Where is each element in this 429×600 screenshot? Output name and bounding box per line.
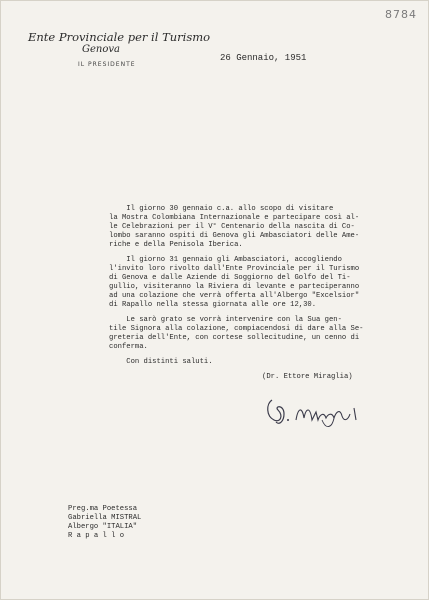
- letter-body: [109, 205, 399, 373]
- letterhead: [28, 30, 211, 68]
- archive-reference: 8784: [385, 8, 417, 21]
- letterhead-organization: Ente Provinciale per il Turismo: [28, 30, 211, 44]
- addressee-line-4: R a p a l l o: [68, 532, 125, 540]
- letterhead-city: Genova: [82, 44, 120, 55]
- signatory-name: (Dr. Ettore Miraglia): [262, 373, 353, 381]
- closing: Con distinti saluti.: [109, 358, 213, 366]
- addressee-line-3: Albergo "ITALIA": [68, 523, 138, 531]
- letterhead-title: IL PRESIDENTE: [78, 61, 136, 68]
- addressee-line-2: Gabriella MISTRAL: [68, 514, 142, 522]
- letter-date: 26 Gennaio, 1951: [220, 53, 307, 63]
- paragraph-2: Il giorno 31 gennaio gli Ambasciatori, accogliendo l'invito loro rivolto dall'Ente Provinciale per il Turismo di Genova e dalle Aziende di Soggiorno del Golfo del Ti- gullio, visiteranno la Riviera di levante e parteciperanno ad una colazione che verrà offerta all'Albergo "Excelsior" di Rapallo nella stessa giornata alle ore 12,30.: [109, 256, 360, 309]
- addressee-block: [68, 505, 141, 541]
- handwritten-signature: [262, 390, 372, 430]
- paragraph-3: Le sarò grato se vorrà intervenire con la Sua gen- tile Signora alla colazione, compiacendosi di dare alla Se- greteria dell'Ente, con cortese sollecitudine, un cenno di conferma.: [109, 316, 364, 351]
- paragraph-1: Il giorno 30 gennaio c.a. allo scopo di visitare la Mostra Colombiana Internazionale e partecipare così al- le Celebrazioni per il V° Centenario della nascita di Co- lombo saranno ospiti di Genova gli Ambasciatori delle Ame- riche e della Penisola Iberica.: [109, 205, 360, 249]
- addressee-line-1: Preg.ma Poetessa: [68, 505, 138, 513]
